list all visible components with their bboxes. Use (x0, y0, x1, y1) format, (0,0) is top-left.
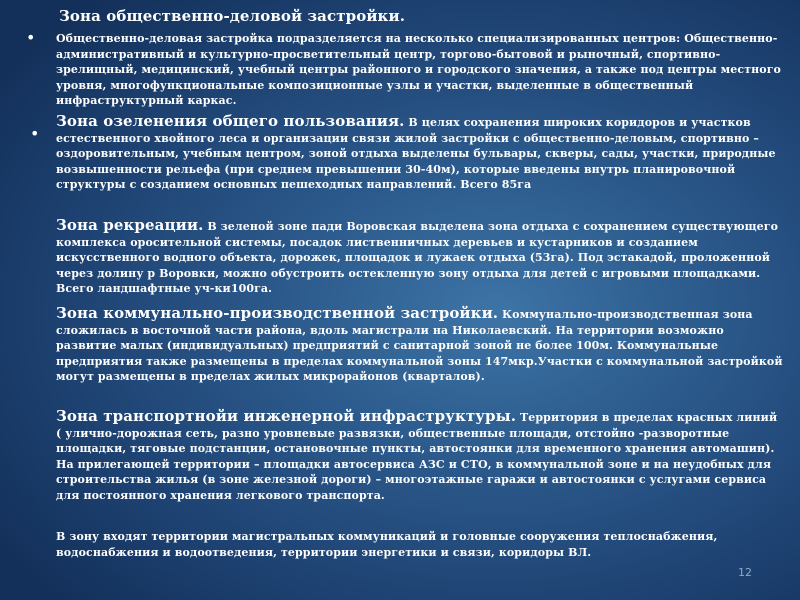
section-recreation-heading: Зона рекреации. (56, 216, 204, 234)
section-networks-text: В зону входят территории магистральных коммуникаций и головные сооружения теплоснабжения, водоснабжения и водоотведения, территории энергетики и связи, коридоры ВЛ. (56, 530, 718, 559)
section-business-heading: Зона общественно-деловой застройки. (59, 7, 406, 25)
section-recreation-text: В зеленой зоне пади Воровская выделена зона отдыха с сохранением существующего комплекса оросительной системы, посадок лиственничных деревьев и кустарников и созданием искусственного водного объекта, дорожек, площадок и лужаек отдыха (53га). Под эстакадой, проложенной через долину р Воровки, можно обустроить остекленную зону отдыха для детей с игровыми площадками. Всего ландшафтные уч-ки100га. (56, 220, 779, 295)
bullet-icon: • (30, 124, 40, 143)
section-business-text: Общественно-деловая застройка подразделяется на несколько специализированных центров: Общественно-административный и культурно-просветительный центр, торгово-бытовой и рыночный, спортивно-зрелищный, медицинский, учебный центры районного и городского значения, а также под центры местного уровня, многофункциональные композиционные узлы и участки, выделенные в общественный инфраструктурный каркас. (56, 32, 781, 107)
section-greening-text: В целях сохранения широких коридоров и участков естественного хвойного леса и организации связи жилой застройки с общественно-деловым, спортивно – оздоровительным, учебным центром, зоной отдыха выделены бульвары, скверы, сады, участки, природные возвышенности рельефа (при среднем превышении 30-40м), которые введены внутрь планировочной структуры с созданием основных пешеходных направлений. Всего 85га (56, 116, 776, 191)
section-communal-heading: Зона коммунально-производственной застройки. (56, 304, 499, 322)
section-transport-heading: Зона транспортнойи инженерной инфраструктуры. (56, 407, 517, 425)
section-communal-text: Коммунально-производственная зона сложилась в восточной части района, вдоль магистрали на Николаевский. На территории возможно развитие малых (индивидуальных) предприятий с санитарной зоной не более 100м. Коммунальные предприятия также размещены в пределах коммунальной зоны 147мкр.Участки с коммунальной застройкой могут размещены в пределах жилых микрорайонов (кварталов). (56, 308, 783, 383)
bullet-icon: • (26, 28, 36, 47)
section-greening-heading: Зона озеленения общего пользования. (56, 112, 405, 130)
section-transport-text: Территория в пределах красных линий ( улично-дорожная сеть, разно уровневые развязки, общественные площади, отстойно -разворотные площадки, тяговые подстанции, остановочные пункты, автостоянки для временного хранения автомашин). На прилегающей территории – площадки автосервиса АЗС и СТО, в коммунальной зоне и на неудобных для строительства жилья (в зоне железной дороги) – многоэтажные гаражи и автостоянки с услугами сервиса для постоянного хранения легкового транспорта. (56, 411, 778, 502)
section-business-zone (56, 7, 786, 25)
section-communal (56, 306, 786, 385)
section-greening (56, 114, 786, 193)
section-transport (56, 409, 786, 503)
section-recreation (56, 218, 786, 297)
page-number: 12 (738, 566, 752, 579)
